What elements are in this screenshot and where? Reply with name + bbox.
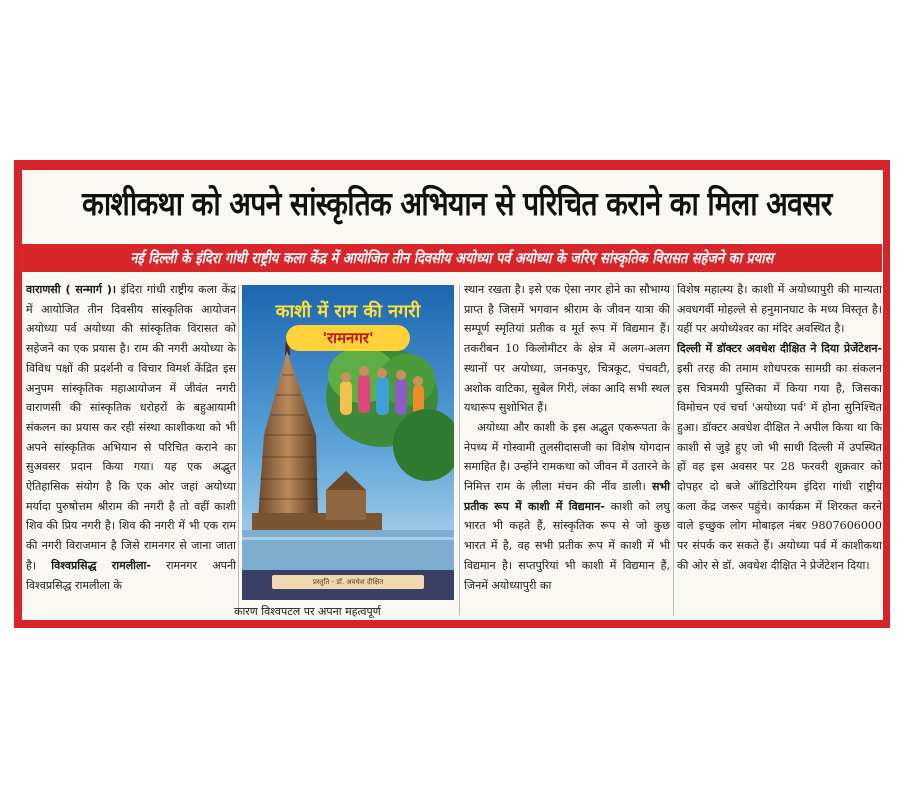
- col4-paragraph-1: विशेष महात्म्य है। काशी में अयोध्यापुरी की मान्यता अवधगर्वी मोहल्ले से हनुमानघाट के मध्य विस्तृत है। यहीं पर अयोध्येश्वर का मंदिर अवस्थित है।: [677, 283, 882, 336]
- column-divider: [459, 285, 460, 615]
- image-caption-line: कारण विश्वपटल पर अपना महत्वपूर्ण: [234, 605, 381, 618]
- subheadline: नई दिल्ली के इंदिरा गांधी राष्ट्रीय कला केंद्र में आयोजित तीन दिवसीय अयोध्या पर्व अयोध्या के जरिए सांस्कृतिक विरासत सहेजने का प्रयास: [130, 249, 774, 267]
- clipping-border-bottom: [14, 620, 890, 628]
- col4-paragraph-2: इसी तरह की तमाम शोधपरक सामग्री का संकलन इस चित्रमयी पुस्तिका में किया गया है, जिसका विमोचन एवं चर्चा 'अयोध्या पर्व' में होना सुनिश्चित हुआ। डॉक्टर अवधेश दीक्षित ने अपील किया था कि काशी से जुड़े हुए जो भी साथी दिल्ली में उपस्थित हों वह इस अवसर पर 28 फरवरी शुक्रवार को दोपहर दो बजे ऑडिटोरियम इंदिरा गांधी राष्ट्रीय कला केंद्र जरूर पहुंचे। कार्यक्रम में शिरकत करने वाले इच्छुक लोग मोबाइल नंबर 9807606000 पर संपर्क कर सकते हैं। अयोध्या पर्व में काशीकथा की ओर से डॉ. अवधेश दीक्षित ने प्रेजेंटेशन दिया।: [677, 361, 882, 572]
- book-title: काशी में राम की नगरी: [275, 301, 421, 322]
- subheadline-banner: [22, 244, 882, 272]
- col3-paragraph-1: स्थान रखता है। इसे एक ऐसा नगर होने का सौभाग्य प्राप्त है जिसमें भगवान श्रीराम के जीवन यात्रा की सम्पूर्ण स्मृतियां प्रतीक व मूर्त रूप में विद्यमान हैं। तकरीबन 10 किलोमीटर के क्षेत्र में अलग-अलग स्थानों पर अयोध्या, जनकपुर, चित्रकूट, पंचवटी, अशोक वाटिका, सुबेल गिरी, लंका आदि सभी स्थल यथारूप सुशोभित हैं।: [464, 283, 670, 415]
- clipping-border-right: [883, 160, 890, 628]
- col3-subheading: सभी प्रतीक रूप में काशी में विद्यमान-: [464, 480, 670, 513]
- article-column-4: [677, 280, 882, 576]
- col1-paragraph-2: रामनगर अपनी विश्वप्रसिद्ध रामलीला के: [26, 558, 237, 592]
- col1-paragraph-1: इंदिरा गांधी राष्ट्रीय कला केंद्र में आयोजित तीन दिवसीय सांस्कृतिक आयोजन अयोध्या पर्व अयोध्या की सांस्कृतिक विरासत को सहेजने का एक प्रयास है। राम की नगरी अयोध्या के विविध पक्षों की प्रदर्शनी व विचार विमर्श केंद्रित इस अनुपम सांस्कृतिक महाआयोजन में जीवंत नगरी वाराणसी की सांस्कृतिक धरोहरों के बहुआयामी संकलन का प्रयास कर रही संस्था काशीकथा को भी अपने सांस्कृतिक अभियान से परिचित कराने का सुअवसर प्रदान किया गया। यह एक अद्भुत ऐतिहासिक संयोग है कि एक ओर जहां अयोध्या मर्यादा पुरुषोत्तम श्रीराम की नगरी है तो वहीं काशी शिव की प्रिय नगरी है। शिव की नगरी में भी एक राम की नगरी विराजमान है जिसे रामनगर से जाना जाता है।: [26, 283, 236, 572]
- dateline: वाराणसी ( सन्मार्ग )।: [26, 283, 117, 296]
- headline: काशीकथा को अपने सांस्कृतिक अभियान से परिचित कराने का मिला अवसर: [82, 184, 832, 223]
- col3-paragraph-2: अयोध्या और काशी के इस अद्भुत एकरूपता के नेपथ्य में गोस्वामी तुलसीदासजी का विशेष योगदान समाहित है। उन्होंने रामकथा को जीवन में उतारने के निमित्त राम के लीला मंचन की नींव डाली।: [464, 420, 670, 494]
- book-author: प्रस्तुति - डॉ. अवधेश दीक्षित: [272, 575, 424, 589]
- book-subtitle: 'रामनगर': [286, 325, 410, 351]
- book-cover-image: [242, 285, 454, 600]
- article-column-1: [26, 280, 236, 595]
- col4-subheading: दिल्ली में डॉक्टर अवधेश दीक्षित ने दिया प्रेजेंटेशन-: [677, 342, 882, 356]
- column-divider: [238, 285, 239, 615]
- column-divider: [673, 285, 674, 615]
- col3-paragraph-3: काशी को लघु भारत भी कहते हैं, सांस्कृतिक रूप से जो कुछ भारत में है, वह सभी प्रतीक रूप में काशी में भी विद्यमान है। सप्तपुरियां भी काशी में विद्यमान हैं, जिनमें अयोध्यापुरी का: [464, 499, 670, 592]
- article-column-3: [464, 280, 670, 595]
- col1-subheading: विश्वप्रसिद्ध रामलीला-: [51, 558, 151, 572]
